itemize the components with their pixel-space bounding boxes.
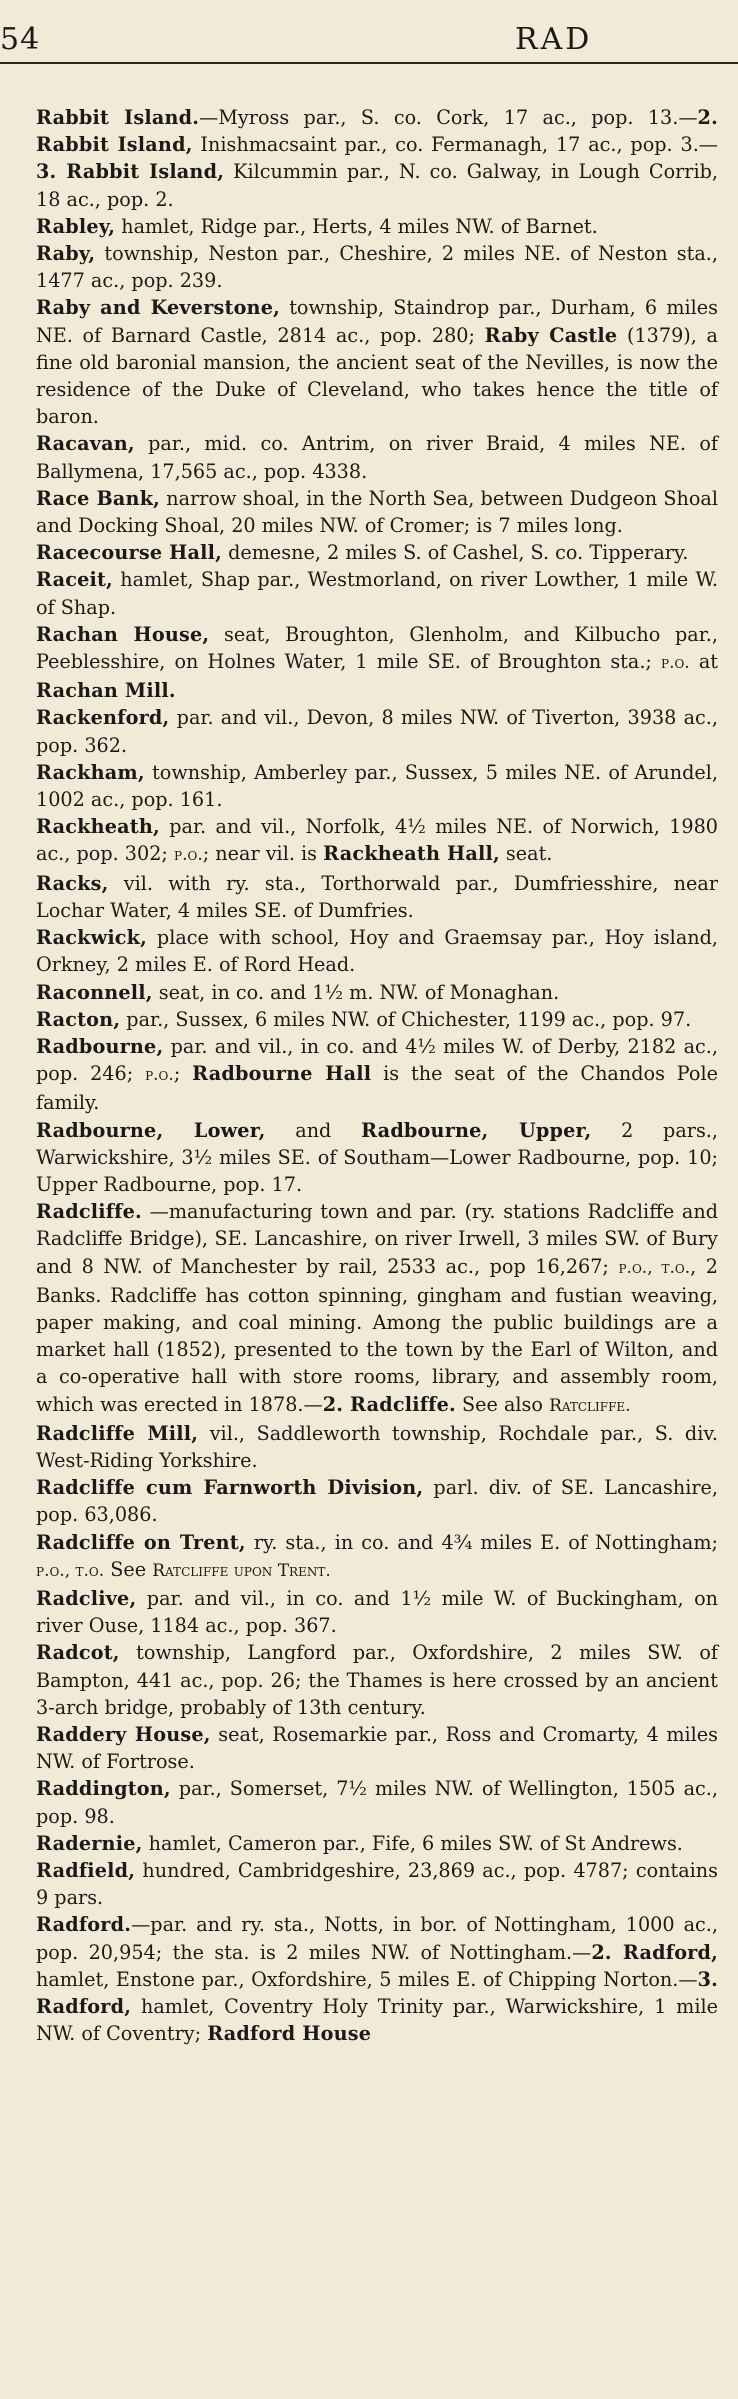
gazetteer-entry [36,979,718,1006]
entry-headword: Raddington, [36,1777,171,1801]
entry-text: township, Neston par., Cheshire, 2 miles NE. of Neston sta., 1477 ac., pop. 239. [36,242,718,293]
entry-headword: Radcliffe. [36,1200,142,1224]
entry-headword: Radclive, [36,1586,137,1610]
entry-text: par. and vil., Devon, 8 miles NW. of Tiverton, 3938 ac., pop. 362. [36,706,718,757]
entry-text: , 2 Banks. Radcliffe has cotton spinning, gingham and fustian weaving, paper making, and coal mining. Among the public buildings are a market hall (1852), presented to the town by the Earl of Wilton, and a co-operative hall with store rooms, library, and assembly room, which was erected in 1878.— [36,1254,718,1416]
gazetteer-entry [36,1775,718,1829]
entry-text: hamlet, Cameron par., Fife, 6 miles SW. of St Andrews. [142,1831,683,1855]
entry-headword: Radcliffe Mill, [36,1421,199,1445]
small-caps-text: p.o. [174,845,203,866]
entry-text: See [104,1557,153,1581]
entry-headword: Radcliffe cum Farnworth Division, [36,1476,424,1500]
entry-headword: 2. Rabbit Island, [36,106,718,157]
gazetteer-entry [36,294,718,430]
gazetteer-entry [36,1117,718,1199]
small-caps-text: p.o., t.o. [618,1257,691,1278]
entry-headword: 2. Radford, [591,1940,718,1964]
gazetteer-entry [36,430,718,484]
entry-text: hamlet, Ridge par., Herts, 4 miles NW. of Barnet. [115,214,598,238]
entry-headword: Radbourne, Lower, [36,1118,266,1142]
small-caps-text: p.o., t.o. [36,1560,105,1581]
gazetteer-entry [36,621,718,705]
entry-text: parl. div. of SE. Lancashire, pop. 63,086. [36,1476,718,1527]
entry-text: and [265,1118,362,1142]
entry-text: par. and vil., in co. and 1½ mile W. of Buckingham, on river Ouse, 1184 ac., pop. 367. [36,1586,718,1638]
entry-text: ; [173,1062,193,1086]
gazetteer-entry [36,1639,718,1721]
entry-text: hundred, Cambridgeshire, 23,869 ac., pop. 4787; contains 9 pars. [36,1859,718,1910]
entry-headword: Rackwick, [36,926,148,950]
entry-headword: Racecourse Hall, [36,541,222,565]
entry-text: 2 pars., Warwickshire, 3½ miles SE. of Southam—Lower Radbourne, pop. 10; Upper Radbourne, pop. 17. [36,1118,718,1196]
gazetteer-entry [36,1198,718,1420]
entry-headword: Raconnell, [36,980,153,1004]
gazetteer-entry [36,1721,718,1775]
small-caps-text: p.o. [145,1065,174,1086]
entry-headword: Radbourne, [36,1034,164,1058]
entry-headword: Rabley, [36,214,116,238]
entry-headword: Rackenford, [36,706,170,730]
entry-headword: Raby Castle [484,323,618,347]
entry-headword: Radbourne Hall [192,1062,372,1086]
entry-headword: Race Bank, [36,486,161,510]
gazetteer-entry [36,704,718,758]
entry-text: hamlet, Enstone par., Oxfordshire, 5 miles E. of Chipping Norton.— [36,1967,698,1991]
gazetteer-entry [36,1420,718,1474]
entry-text: ry. sta., in co. and 4¾ miles E. of Nottingham; [245,1530,718,1554]
entry-headword: Radford House [207,2022,372,2046]
gazetteer-entry [36,104,718,213]
gazetteer-entry [36,1529,718,1585]
entry-headword: Radfield, [36,1859,136,1882]
entry-text: is the seat of the Chandos Pole family. [36,1062,718,1115]
gazetteer-entry [36,1857,718,1911]
entry-headword: Radbourne, Upper, [361,1118,592,1142]
entry-text: seat, Rosemarkie par., Ross and Cromarty, 4 miles NW. of Fortrose. [36,1722,718,1774]
entry-headword: Rackham, [36,760,145,784]
entry-text: par., mid. co. Antrim, on river Braid, 4 miles NE. of Ballymena, 17,565 ac., pop. 4338. [36,432,718,483]
entry-headword: Raddery House, [36,1722,211,1746]
entry-headword: Raby, [36,242,96,266]
entry-text: seat, Broughton, Glenholm, and Kilbucho par., Peeblesshire, on Holnes Water, 1 mile SE. of Broughton sta.; [36,622,718,674]
entry-headword: Radford. [36,1913,132,1937]
entry-text: Inishmacsaint par., co. Fermanagh, 17 ac., pop. 3.— [192,133,718,157]
entry-text: par. and vil., Norfolk, 4½ miles NE. of Norwich, 1980 ac., pop. 302; [36,815,718,866]
small-caps-text: p.o. [661,653,690,674]
entry-text: ; near vil. is [202,842,324,866]
entry-text: hamlet, Shap par., Westmorland, on river Lowther, 1 mile W. of Shap. [36,568,718,619]
entry-text: seat. [499,842,553,866]
entry-text: township, Langford par., Oxfordshire, 2 miles SW. of Bampton, 441 ac., pop. 26; the Thames is here crossed by an ancient 3-arch bridge, probably of 13th century. [36,1641,718,1719]
entry-text: vil. with ry. sta., Torthorwald par., Dumfriesshire, near Lochar Water, 4 miles SE. of Dumfries. [36,871,718,922]
entry-headword: Radcot, [36,1641,120,1665]
entry-text: township, Staindrop par., Durham, 6 miles NE. of Barnard Castle, 2814 ac., pop. 280; [36,296,718,347]
entry-headword: 3. Rabbit Island, [36,160,225,184]
entry-headword: Racavan, [36,432,135,456]
page-number: 54 [0,22,41,57]
gazetteer-entry [36,213,718,240]
gazetteer-entry [36,240,718,294]
entry-text: See also [455,1392,550,1416]
gazetteer-entries [36,104,718,2047]
entry-text: vil., Saddleworth township, Rochdale par., S. div. West-Riding Yorkshire. [36,1421,718,1472]
gazetteer-entry [36,485,718,539]
entry-text: narrow shoal, in the North Sea, between Dudgeon Shoal and Docking Shoal, 20 miles NW. of Cromer; is 7 miles long. [36,486,718,538]
gazetteer-entry [36,1585,718,1639]
entry-text: par., Sussex, 6 miles NW. of Chichester, 1199 ac., pop. 97. [120,1007,692,1031]
entry-headword: 3. Radford, [36,1967,718,2019]
entry-text: (1379), a fine old baronial mansion, the ancient seat of the Nevilles, is now the residence of the Duke of Cleveland, who takes hence the title of baron. [36,323,718,429]
entry-headword: Racks, [36,871,109,895]
gazetteer-entry [36,1006,718,1033]
entry-headword: Rachan Mill. [36,679,176,703]
entry-text: township, Amberley par., Sussex, 5 miles NE. of Arundel, 1002 ac., pop. 161. [36,760,718,812]
gazetteer-entry [36,1033,718,1117]
entry-headword: Racton, [36,1007,121,1031]
entry-headword: Radcliffe on Trent, [36,1530,246,1554]
entry-text: seat, in co. and 1½ m. NW. of Monaghan. [152,980,560,1004]
entry-headword: Rachan House, [36,622,210,646]
entry-text: demesne, 2 miles S. of Cashel, S. co. Tipperary. [221,541,689,565]
entry-text: par. and vil., in co. and 4½ miles W. of Derby, 2182 ac., pop. 246; [36,1034,718,1086]
gazetteer-entry [36,870,718,924]
gazetteer-entry [36,1830,718,1857]
gazetteer-entry [36,813,718,869]
gazetteer-entry [36,759,718,813]
entry-text: Kilcummin par., N. co. Galway, in Lough Corrib, 18 ac., pop. 2. [36,160,718,211]
entry-headword: 2. Radcliffe. [322,1392,456,1416]
entry-text: —par. and ry. sta., Notts, in bor. of Nottingham, 1000 ac., pop. 20,954; the sta. is 2 miles NW. of Nottingham.— [36,1913,718,1964]
entry-text: —Myross par., S. co. Cork, 17 ac., pop. 13.— [199,106,698,129]
gazetteer-entry [36,1911,718,2047]
entry-text: at [689,650,718,674]
small-caps-text: Ratcliffe. [549,1395,631,1416]
entry-text: place with school, Hoy and Graemsay par., Hoy island, Orkney, 2 miles E. of Rord Head. [36,926,718,977]
entry-headword: Radernie, [36,1831,143,1855]
entry-headword: Rabbit Island. [36,106,200,129]
small-caps-text: Ratcliffe upon Trent. [152,1560,331,1581]
gazetteer-entry [36,539,718,566]
entry-headword: Raceit, [36,568,113,592]
running-head: RAD [515,22,593,57]
entry-text: hamlet, Coventry Holy Trinity par., Warwickshire, 1 mile NW. of Coventry; [36,1995,718,2046]
entry-text: —manufacturing town and par. (ry. stations Radcliffe and Radcliffe Bridge), SE. Lancashire, on river Irwell, 3 miles SW. of Bury and 8 NW. of Manchester by rail, 2533 ac., pop 16,267; [36,1200,718,1278]
gazetteer-entry [36,1474,718,1528]
entry-headword: Rackheath Hall, [323,842,500,866]
gazetteer-entry [36,924,718,978]
entry-text: par., Somerset, 7½ miles NW. of Wellington, 1505 ac., pop. 98. [36,1777,718,1828]
entry-headword: Rackheath, [36,815,160,839]
entry-headword: Raby and Keverstone, [36,296,280,320]
page-header [0,0,738,64]
gazetteer-entry [36,566,718,620]
